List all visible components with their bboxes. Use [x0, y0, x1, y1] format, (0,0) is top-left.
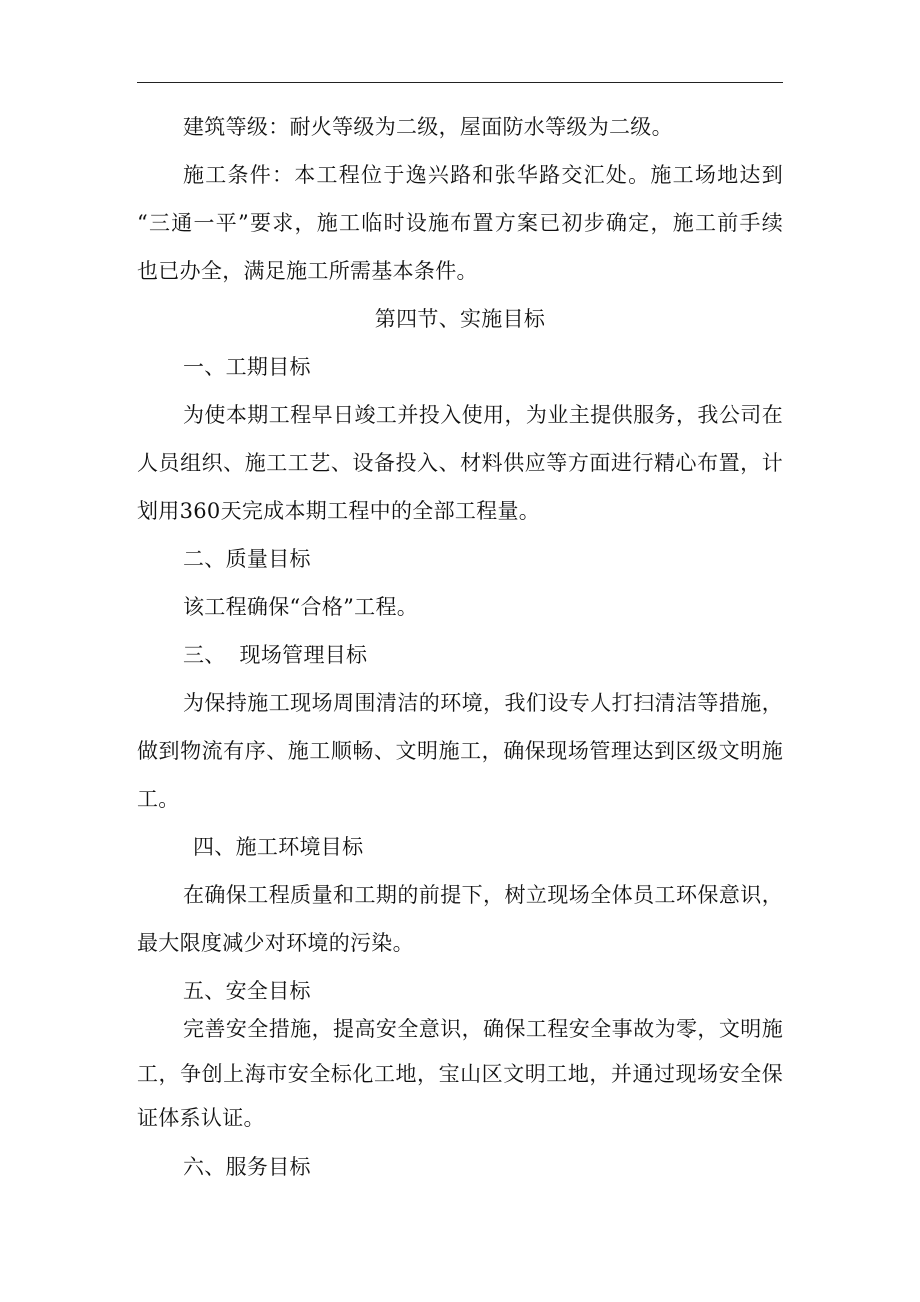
para-site-line3: 工。 — [137, 787, 180, 811]
para-conditions-line1: 施工条件：本工程位于逸兴路和张华路交汇处。施工场地达到 — [183, 163, 783, 187]
para-env-line2: 最大限度减少对环境的污染。 — [137, 931, 414, 955]
subheading-safety: 五、安全目标 — [183, 979, 311, 1003]
para-schedule-line1: 为使本期工程早日竣工并投入使用，为业主提供服务，我公司在 — [183, 403, 783, 427]
para-conditions-line2: “三通一平”要求，施工临时设施布置方案已初步确定，施工前手续 — [137, 211, 783, 235]
para-building-grade: 建筑等级：耐火等级为二级，屋面防水等级为二级。 — [183, 115, 673, 139]
subheading-site-management: 三、 现场管理目标 — [183, 643, 368, 667]
para-safety-line2: 工，争创上海市安全标化工地，宝山区文明工地，并通过现场安全保 — [137, 1062, 783, 1086]
subheading-environment: 四、施工环境目标 — [193, 835, 364, 859]
para-safety-line3: 证体系认证。 — [137, 1106, 265, 1130]
para-conditions-line3: 也已办全，满足施工所需基本条件。 — [137, 259, 478, 283]
subheading-schedule: 一、工期目标 — [183, 355, 311, 379]
para-schedule-line2: 人员组织、施工工艺、设备投入、材料供应等方面进行精心布置，计 — [137, 451, 783, 475]
header-rule — [137, 82, 783, 83]
section-heading: 第四节、实施目标 — [374, 307, 546, 331]
subheading-quality: 二、质量目标 — [183, 547, 311, 571]
para-schedule-line3: 划用360天完成本期工程中的全部工程量。 — [137, 499, 541, 523]
para-quality: 该工程确保“合格”工程。 — [183, 595, 419, 619]
para-safety-line1: 完善安全措施，提高安全意识，确保工程安全事故为零，文明施 — [183, 1017, 783, 1041]
para-site-line2: 做到物流有序、施工顺畅、文明施工，确保现场管理达到区级文明施 — [137, 739, 783, 763]
para-env-line1: 在确保工程质量和工期的前提下，树立现场全体员工环保意识， — [183, 883, 783, 907]
subheading-service: 六、服务目标 — [183, 1155, 311, 1179]
para-site-line1: 为保持施工现场周围清洁的环境，我们设专人打扫清洁等措施， — [183, 691, 783, 715]
